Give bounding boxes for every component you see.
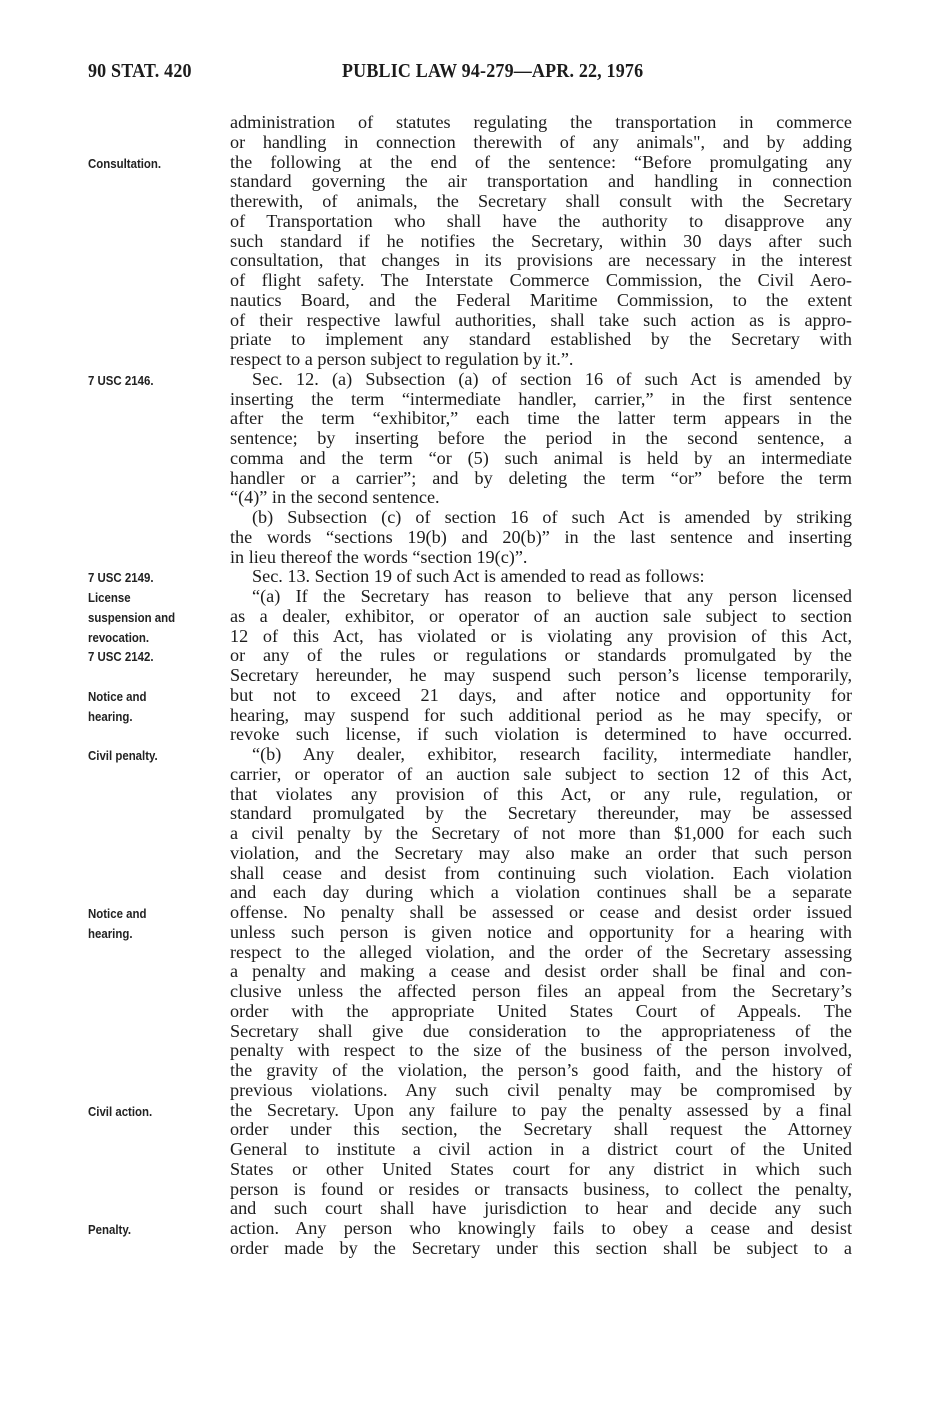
text-line: order with the appropriate United States Court of Appeals. The: [230, 1000, 852, 1021]
margin-note: 7 USC 2146.: [88, 372, 154, 388]
text-line: “(4)” in the second sentence.: [230, 487, 440, 508]
text-line: General to institute a civil action in a district court of the United: [230, 1139, 852, 1159]
page-title: PUBLIC LAW 94-279—APR. 22, 1976: [342, 60, 644, 82]
text-line: person is found or resides or transacts business, to collect the penalty,: [230, 1178, 852, 1199]
text-line: administration of statutes regulating the transportation in commerce: [230, 112, 852, 132]
margin-note: suspension and: [88, 609, 176, 625]
text-line: hearing, may suspend for such additional period as he may specify, or: [230, 704, 852, 725]
text-line: respect to the alleged violation, and the order of the Secretary assessing: [230, 941, 852, 962]
text-line: but not to exceed 21 days, and after notice and opportunity for: [230, 684, 852, 705]
text-line: order under this section, the Secretary shall request the Attorney: [230, 1119, 852, 1140]
text-line: (b) Subsection (c) of section 16 of such Act is amended by striking: [252, 507, 852, 527]
text-line: the gravity of the violation, the person’s good faith, and the history of: [230, 1060, 852, 1080]
text-line: shall cease and desist from continuing such violation. Each violation: [230, 862, 852, 883]
text-line: Secretary hereunder, he may suspend such person’s license temporarily,: [230, 665, 852, 685]
text-line: “(b) Any dealer, exhibitor, research facility, intermediate handler,: [252, 744, 852, 764]
text-line: a civil penalty by the Secretary of not more than $1,000 for each such: [230, 823, 852, 843]
text-line: penalty with respect to the size of the business of the person involved,: [230, 1040, 852, 1061]
text-line: handler or a carrier”; and by deleting the term “or” before the term: [230, 467, 852, 488]
text-line: after the term “exhibitor,” each time the latter term appears in the: [230, 408, 852, 429]
text-line: such standard if he notifies the Secretary, within 30 days after such: [230, 230, 852, 251]
text-line: priate to implement any standard established by the Secretary with: [230, 329, 852, 350]
margin-note: Notice and: [88, 688, 147, 704]
text-line: of flight safety. The Interstate Commerce Commission, the Civil Aero-: [230, 270, 852, 290]
text-line: inserting the term “intermediate handler, carrier,” in the first sentence: [230, 388, 852, 409]
text-line: of their respective lawful authorities, shall take such action as is appro-: [230, 309, 852, 330]
text-line: standard promulgated by the Secretary thereunder, may be assessed: [230, 803, 852, 824]
margin-note: hearing.: [88, 925, 133, 941]
text-line: that violates any provision of this Act, or any rule, regulation, or: [230, 783, 852, 804]
text-line: carrier, or operator of an auction sale subject to section 12 of this Act,: [230, 763, 852, 784]
text-line: revoke such license, if such violation is determined to have occurred.: [230, 724, 852, 745]
text-line: Secretary shall give due consideration to the appropriateness of the: [230, 1020, 852, 1041]
text-line: sentence; by inserting before the period in the second sentence, a: [230, 428, 852, 448]
text-line: violation, and the Secretary may also make an order that such person: [230, 842, 852, 863]
margin-note: 7 USC 2149.: [88, 570, 154, 586]
text-line: standard governing the air transportation and handling in connection: [230, 171, 852, 192]
margin-note: Civil action.: [88, 1103, 153, 1119]
text-line: comma and the term “or (5) such animal is held by an intermediate: [230, 447, 852, 468]
text-line: as a dealer, exhibitor, or operator of an auction sale subject to section: [230, 605, 852, 626]
text-line: Sec. 12. (a) Subsection (a) of section 16 of such Act is amended by: [252, 368, 852, 389]
margin-note: revocation.: [88, 629, 150, 645]
margin-note: Consultation.: [88, 155, 162, 171]
text-line: the Secretary. Upon any failure to pay the penalty assessed by a final: [230, 1099, 852, 1120]
margin-note: License: [88, 590, 131, 605]
text-line: or handling in connection therewith of any animals", and by adding: [230, 131, 852, 152]
text-line: States or other United States court for any district in which such: [230, 1158, 852, 1179]
text-line: action. Any person who knowingly fails to obey a cease and desist: [230, 1218, 852, 1238]
text-line: the words “sections 19(b) and 20(b)” in the last sentence and inserting: [230, 526, 852, 547]
text-line: or any of the rules or regulations or standards promulgated by the: [230, 645, 852, 666]
text-line: offense. No penalty shall be assessed or cease and desist order issued: [230, 902, 852, 922]
page-reference: 90 STAT. 420: [88, 60, 192, 82]
text-line: the following at the end of the sentence: “Before promulgating any: [230, 151, 852, 172]
text-line: Sec. 13. Section 19 of such Act is amended to read as follows:: [252, 566, 705, 587]
text-line: unless such person is given notice and opportunity for a hearing with: [230, 921, 852, 942]
margin-note: Civil penalty.: [88, 748, 158, 763]
text-line: and such court shall have jurisdiction to hear and decide any such: [230, 1198, 852, 1219]
margin-note: 7 USC 2142.: [88, 649, 154, 665]
text-line: nautics Board, and the Federal Maritime Commission, to the extent: [230, 289, 852, 310]
text-line: previous violations. Any such civil penalty may be compromised by: [230, 1079, 852, 1100]
text-line: consultation, that changes in its provisions are necessary in the interest: [230, 250, 852, 271]
text-line: clusive unless the affected person files an appeal from the Secretary’s: [230, 981, 852, 1001]
text-line: therewith, of animals, the Secretary shall consult with the Secretary: [230, 191, 852, 211]
margin-note: hearing.: [88, 708, 133, 724]
text-line: of Transportation who shall have the authority to disapprove any: [230, 210, 852, 231]
text-line: 12 of this Act, has violated or is violating any provision of this Act,: [230, 625, 852, 646]
margin-note: Penalty.: [88, 1222, 132, 1237]
margin-note: Notice and: [88, 906, 147, 921]
text-line: a penalty and making a cease and desist order shall be final and con-: [230, 961, 852, 982]
body-text: [230, 113, 852, 1259]
text-line: “(a) If the Secretary has reason to believe that any person licensed: [252, 586, 852, 606]
text-line: respect to a person subject to regulation by it.”.: [230, 349, 574, 369]
text-line: in lieu thereof the words “section 19(c)”.: [230, 546, 528, 567]
text-line: and each day during which a violation continues shall be a separate: [230, 882, 852, 903]
text-line: order made by the Secretary under this section shall be subject to a: [230, 1237, 852, 1258]
